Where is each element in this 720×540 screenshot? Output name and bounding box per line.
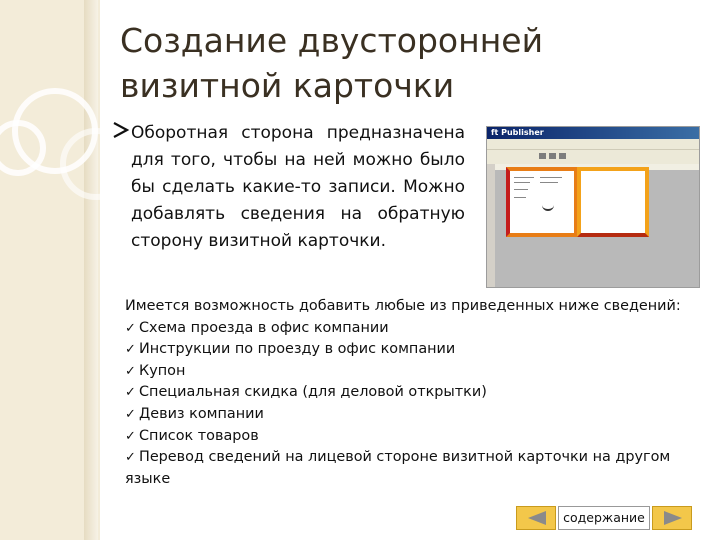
card-text-line (514, 177, 534, 178)
card-text-line (540, 182, 558, 183)
triangle-left-icon (526, 510, 548, 526)
card-logo-icon (542, 203, 554, 211)
sidebar-band (84, 0, 98, 540)
previous-button[interactable] (516, 506, 556, 530)
info-block (125, 296, 710, 490)
window-side-panel (487, 164, 495, 287)
list-item-label: Перевод сведений на лицевой стороне визитной карточки на другом языке (125, 449, 671, 487)
list-item (125, 447, 710, 490)
card-text-line (514, 182, 530, 183)
list-item (125, 339, 710, 361)
card-text-line (514, 189, 528, 190)
toolbar-button-icon (549, 153, 556, 159)
slide-title: Создание двусторонней визитной карточки (120, 21, 544, 105)
list-item (125, 361, 710, 383)
business-card-back-preview (577, 167, 649, 237)
card-text-line (540, 177, 562, 178)
triangle-right-icon (662, 510, 684, 526)
checkmark-icon: ✓ (125, 363, 136, 379)
checkmark-icon: ✓ (125, 406, 136, 422)
list-item (125, 426, 710, 448)
business-card-front-preview (506, 167, 578, 237)
contents-link[interactable]: содержание (558, 506, 650, 530)
list-item-label: Девиз компании (139, 405, 264, 422)
checkmark-icon: ✓ (125, 428, 136, 444)
list-item-label: Специальная скидка (для деловой открытки) (139, 384, 487, 401)
decorative-sidebar (0, 0, 100, 540)
card-text-line (514, 197, 526, 198)
list-item (125, 318, 710, 340)
list-item-label: Купон (139, 362, 186, 379)
next-button[interactable] (652, 506, 692, 530)
toolbar-button-icon (559, 153, 566, 159)
checkmark-icon: ✓ (125, 450, 136, 466)
navigation-bar (516, 506, 692, 530)
list-item (125, 382, 710, 404)
info-intro: Имеется возможность добавить любые из приведенных ниже сведений: (125, 298, 681, 314)
publisher-screenshot (486, 126, 700, 288)
arrow-bullet-icon (112, 121, 130, 139)
main-paragraph: Оборотная сторона предназначена для того, чтобы на ней можно было бы сделать какие-то записи. Можно добавлять сведения на обратную сторону визитной карточки. (131, 123, 465, 251)
list-item (125, 404, 710, 426)
list-item-label: Список товаров (139, 427, 259, 444)
window-menubar (487, 139, 699, 149)
checkmark-icon: ✓ (125, 320, 136, 336)
window-titlebar (487, 127, 699, 139)
list-item-label: Схема проезда в офис компании (139, 319, 389, 336)
window-title: ft Publisher (491, 128, 544, 137)
toolbar-button-icon (539, 153, 546, 159)
checkmark-icon: ✓ (125, 342, 136, 358)
list-item-label: Инструкции по проезду в офис компании (139, 341, 456, 358)
window-toolbar (487, 149, 699, 165)
checkmark-icon: ✓ (125, 385, 136, 401)
